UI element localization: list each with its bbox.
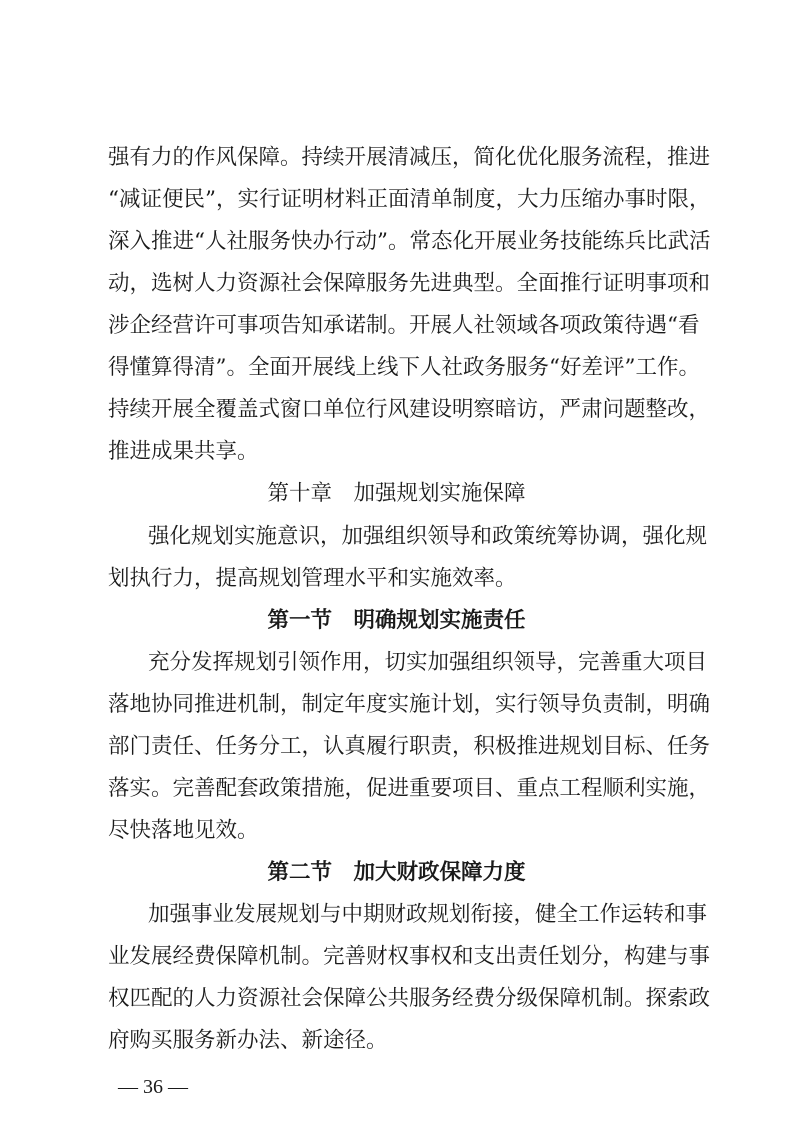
paragraph-line: 动，选树人力资源社会保障服务先进典型。全面推行证明事项和 (108, 271, 711, 296)
section-heading: 第二节 加大财政保障力度 (267, 860, 526, 885)
paragraph-line: 加强事业发展规划与中期财政规划衔接，健全工作运转和事 (148, 902, 708, 927)
paragraph-line: 权匹配的人力资源社会保障公共服务经费分级保障机制。探索政 (108, 986, 711, 1011)
page-number: — 36 — (118, 1076, 188, 1098)
paragraph-line: 落实。完善配套政策措施，促进重要项目、重点工程顺利实施， (108, 776, 711, 801)
paragraph-line: 得懂算得清”。全面开展线上线下人社政务服务“好差评”工作。 (108, 355, 700, 380)
paragraph-line: 深入推进“人社服务快办行动”。常态化开展业务技能练兵比武活 (108, 229, 711, 254)
paragraph-line: 推进成果共享。 (108, 439, 259, 464)
paragraph-line: “减证便民”，实行证明材料正面清单制度，大力压缩办事时限， (108, 187, 711, 212)
paragraph-line: 强有力的作风保障。持续开展清减压，简化优化服务流程，推进 (108, 145, 711, 170)
paragraph-line: 划执行力，提高规划管理水平和实施效率。 (108, 566, 517, 591)
paragraph-line: 府购买服务新办法、新途径。 (108, 1028, 388, 1053)
chapter-heading: 第十章 加强规划实施保障 (267, 481, 526, 506)
section-heading: 第一节 明确规划实施责任 (267, 608, 526, 633)
paragraph-line: 部门责任、任务分工，认真履行职责，积极推进规划目标、任务 (108, 734, 711, 759)
paragraph-line: 落地协同推进机制，制定年度实施计划，实行领导负责制，明确 (108, 692, 711, 717)
paragraph-line: 强化规划实施意识，加强组织领导和政策统筹协调，强化规 (148, 524, 708, 549)
paragraph-line: 持续开展全覆盖式窗口单位行风建设明察暗访，严肃问题整改， (108, 397, 711, 422)
paragraph-line: 充分发挥规划引领作用，切实加强组织领导，完善重大项目 (148, 650, 708, 675)
paragraph-line: 业发展经费保障机制。完善财权事权和支出责任划分，构建与事 (108, 944, 711, 969)
paragraph-line: 尽快落地见效。 (108, 818, 259, 843)
paragraph-line: 涉企经营许可事项告知承诺制。开展人社领域各项政策待遇“看 (108, 313, 700, 338)
